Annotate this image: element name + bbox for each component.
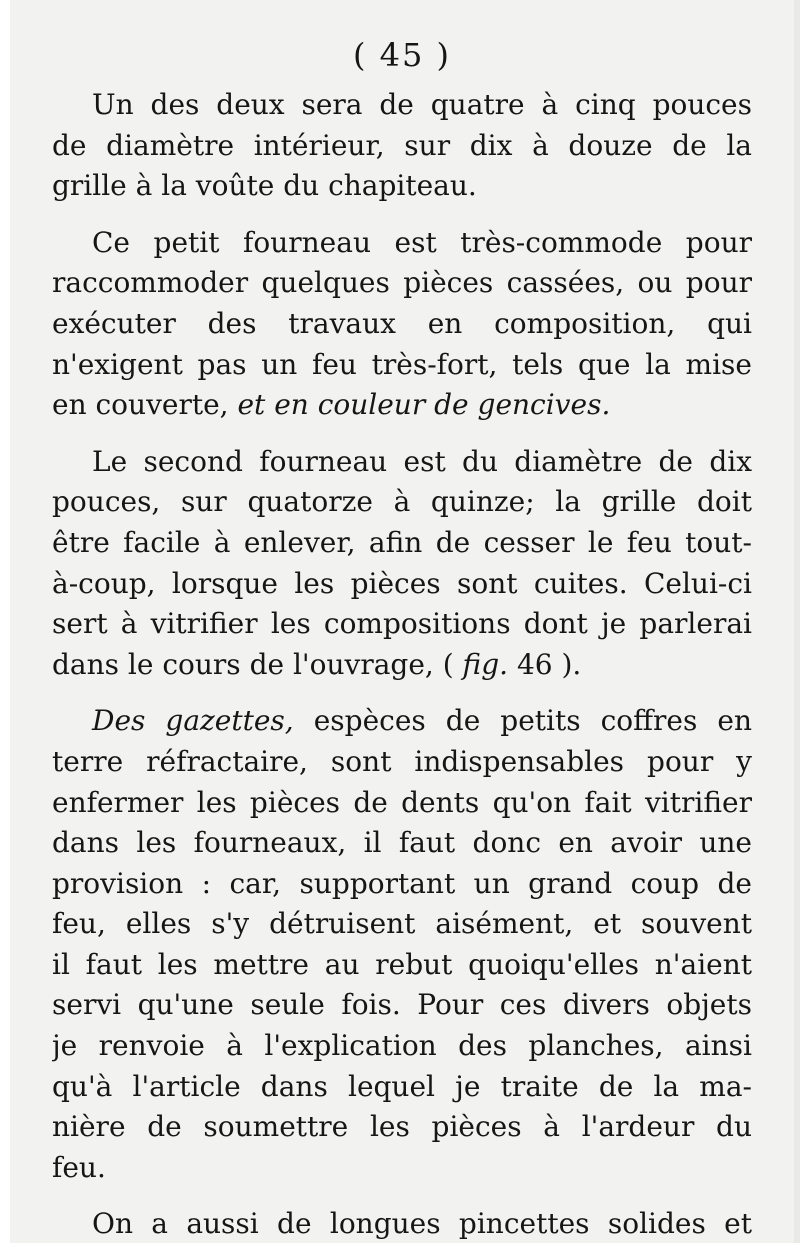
paragraph-5 [52,1204,752,1243]
text-run: espèces de petits coffres en [313,704,752,738]
italic-term: Des gazettes, [92,704,294,738]
text-line: Ce petit fourneau est très-commode pour [92,225,752,259]
text-line: exécuter des travaux en composition, qui [52,306,752,340]
text-line: feu, elles s'y détruisent aisément, et souvent [52,907,752,941]
text-line: je renvoie à l'explication des planches, ainsi [52,1029,752,1063]
text-run: en couverte, [52,388,229,422]
text-line: n'exigent pas un feu très-fort, tels que la mise [52,347,752,381]
text-line: Un des deux sera de quatre à cinq pouces [92,88,752,121]
text-line: de diamètre intérieur, sur dix à douze de la [52,128,752,162]
text-run: 46 ). [516,647,582,681]
text-line: terre réfractaire, sont indispensables pour y [52,744,752,778]
italic-figure-ref: fig. [462,647,509,681]
text-line: nière de soumettre les pièces à l'ardeur du [52,1110,752,1144]
body-text [52,85,752,1243]
paragraph-3 [52,442,752,686]
text-line [52,385,752,426]
text-line: Le second fourneau est du diamètre de dix [92,444,752,478]
paragraph-2 [52,223,752,426]
text-line: il faut les mettre au rebut quoiqu'elles n'aient [52,947,752,981]
text-line: qu'à l'article dans lequel je traite de la ma- [52,1069,752,1103]
text-line: On a aussi de longues pincettes solides et [92,1207,752,1241]
text-line [52,701,752,742]
text-line: à-coup, lorsque les pièces sont cuites. Celui-ci [52,566,752,600]
text-line: sert à vitrifier les compositions dont je parlerai [52,607,752,641]
text-run: dans le cours de l'ouvrage, ( [52,647,454,681]
text-line: pouces, sur quatorze à quinze; la grille doit [52,485,752,519]
text-line: enfermer les pièces de dents qu'on fait vitrifier [52,785,752,819]
text-line: feu. [52,1150,106,1184]
paragraph-1 [52,85,752,207]
text-line: grille à la voûte du chapiteau. [52,169,477,203]
page-number: ( 45 ) [352,36,452,74]
text-line: servi qu'une seule fois. Pour ces divers objets [52,988,752,1022]
italic-phrase: et en couleur de gencives. [237,388,611,422]
text-line: provision : car, supportant un grand coup de [52,866,752,900]
text-line: être facile à enlever, afin de cesser le feu tout- [52,525,752,559]
text-line [52,645,752,686]
paragraph-4 [52,701,752,1188]
text-line: raccommoder quelques pièces cassées, ou pour [52,266,752,300]
text-line: dans les fourneaux, il faut donc en avoir une [52,826,752,860]
